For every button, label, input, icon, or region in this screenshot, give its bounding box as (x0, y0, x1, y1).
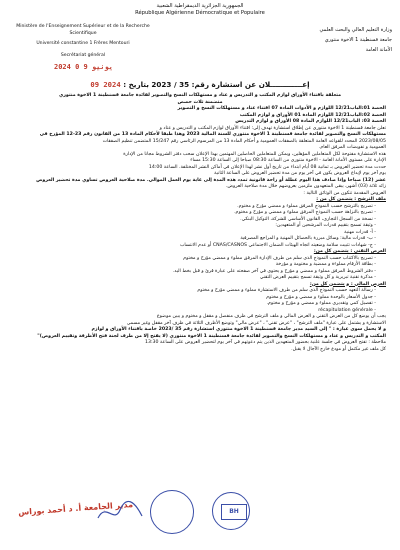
paragraph-5b: الاستشارة و يشتمل على عبارة "ملف الترشح" ، "عرض تقني" ، "عرض مالي" وتوضع الأظرف الثلاثة في ظرف آخر مقفل وغير مسمى (126, 320, 386, 326)
list-item: - تفصيل كمي وتقديري مملوء و ممضي و مؤرخ و مختوم. (266, 301, 376, 306)
paragraph-4: العروض المقدمة تتكون من الوثائق التالية : (303, 190, 386, 196)
technical-list (14, 256, 386, 282)
list-item: - أ- قدرات مهنية (344, 229, 376, 235)
financial-offer-title: العرض المالي : و يتضمن كل من: (309, 281, 386, 287)
title-date-stamp: 2024 09 (90, 80, 121, 89)
paragraph-5d: المكتب و التدريس و عتاد و مستهلكات النسخ والتصوير لفائدة جامعة قسنطينة 1 الاخوة منتوري (لا يفتح إلا من طرف لجنة فتح الأظرفة وتقييم العروض)" (37, 333, 386, 339)
financial-list (14, 288, 386, 314)
list-item: - وثيقة تسمح بتقييم قدرات المرشحين أو المتعهدين: (275, 223, 376, 228)
list-item: - ج- شهادات تثبيت سلامة وضعيته اتجاه الهيئات الضمان الاجتماعي CNAS/CASNOS أو عدم الانتساب (179, 242, 376, 248)
list-item: - ب- قدرات مالية: وسائل مبررة بالحصائل المهنية و المراجع المصرفية (240, 236, 376, 241)
list-item: - دفتر الشروط المرفق مملوء و ممضي و مؤرخ و يحتوي في آخر صفحته على عبارة قرئ و قبل بخط اليد. (172, 268, 376, 274)
note: ملاحظة : تفتح العروض في جلسة علنية بحضور المتعهدين الذين يتم دعوتهم في آخر يوم لتحضير العروض على الساعة 13:30 (145, 340, 386, 345)
subject-line: متعلقة باقتناء الأوراق لوازم المكتب و التدريس و عتاد و مستهلكات النسخ والتصوير لفائدة جامعة قسنطينة 1 الاخوة منتوري (58, 93, 342, 98)
french-institution-block (8, 24, 158, 59)
list-item: - récapitulation générale (318, 307, 376, 313)
paragraph-1d: العمومية و تفويضات المرفق العام. (318, 145, 386, 150)
list-item: - مذكرة تقنية تبريرية و كل وثيقة تسمح بتقييم العرض التقني (259, 275, 376, 280)
date-stamp: 2024 يونيو 9 0 (54, 63, 114, 71)
arabic-institution-block (262, 27, 392, 54)
announcement-title (25, 80, 375, 89)
list-item: - تصريح بالاكتتاب حسب النموذج الذي سلم من طرف الإدارة المرفق مملوء و ممضي مؤرخ و مختوم (183, 255, 376, 261)
document-body (14, 93, 386, 353)
candidature-list (14, 204, 386, 250)
list-item: - جدول الأسعار بالوحدة مملوء و ممضي و مؤرخ و مختوم (266, 294, 376, 300)
title-prefix: إعـــــــــــــلان عن استشارة رقم: 35 (179, 80, 310, 89)
note-2: كل ملف غير مكتمل أو مودع خارج الآجال لا يقبل. (291, 346, 386, 352)
paragraph-2b: الإدارة على مستوى الأمانة العامة - الاخوة منتوري من الساعة 08:30 صباحا إلى الساعة 15:30 مساء (190, 158, 386, 163)
paragraph-3c: زائد ثلاثة (03) أشهر، يبقى المتعهدون ملزمين بعروضهم خلال مدة صلاحية العروض. (225, 184, 386, 189)
university-arabic: جامعة قسنطينة 1 الاخوة منتوري (324, 37, 392, 43)
candidature-title: ملف الترشح : يتضمن كل من : (316, 197, 386, 202)
ministry-french: Ministère de l'Enseignement Supérieur et de la Recherche Scientifique (16, 24, 150, 36)
stamp-mark: BH (221, 504, 247, 520)
paragraph-5a: يجب أن يوضع كل من العرض التقني و العرض المالي و ملف الترشح في ظرف منفصل و مقفل و مختوم و يبين موضوع (156, 314, 386, 319)
list-item: - رسالة التعهد حسب النموذج الذي سلم من طرف الاستشارة مملوء و ممضي مؤرخ و مختوم (197, 288, 376, 293)
handwritten-signature (96, 498, 144, 526)
paragraph-3a: يوم آخر يوم لإيداع العروض يكون في آخر يوم من مدة تحضير العروض على الساعة الثانية (214, 171, 386, 176)
list-item: - بطاقة الأرقام مملوءة و ممضية و مختومة و مؤرخة (275, 262, 376, 267)
secondary-round-stamp (212, 492, 250, 530)
paragraph-1b: مستهلكات النسخ والتصوير لفائدة جامعة قسنطينة 1 الاخوة منتوري للسنة المالية 2023 وهذا طبقا لأحكام المادة 13 من القانون رقم 23-12 المؤرخ في (39, 132, 386, 137)
signature-area (0, 490, 400, 550)
republic-arabic: الجمهورية الجزائرية الديمقراطية الشعبية (156, 3, 244, 9)
lot-1: الحصة 01:الباب12/21 اللوازم و الأدوات المادة 07 اقتناء عتاد و مستهلكات النسخ و التصوير (177, 106, 386, 111)
paragraph-1c: 2023/08/05 المحدد للقواعد العامة المتعلقة بالصفقات العمومية و أحكام المادة 13 من المرسوم الرئاسي رقم 15/247 المتضمن تنظيم الصفقات (102, 138, 386, 144)
list-item: - تصريح بالنزاهة حسب النموذج المرفق مملوء و ممضي و مؤرخ و مختوم. (234, 210, 376, 215)
list-item: - تصريح بالترشح حسب النموذج المرفق مملوء و ممضي مؤرخ و مختوم. (237, 203, 376, 209)
three-lots-line: متضمنة ثلاث حصص (177, 99, 223, 105)
title-year: / 2023 بتاريخ : (123, 80, 177, 89)
secretariat-french: Secrétariat général (60, 52, 106, 58)
paragraph-1a: تعلن جامعة قسنطينة 1 الاخوة منتوري عن إطلاق استشارة تهدف إلى: اقتناء الأوراق لوازم المكتب و التدريس و عتاد و (159, 125, 386, 131)
paragraph-2c: حددت مدة تحضير العروض بـ ثمانية 08 أيام ابتداء من تاريخ أول نشر لهذا الإعلان في أماكن النشر المختلفة. الساعة 14:00 (148, 164, 386, 170)
ministry-arabic: وزارة التعليم العالي والبحث العلمي (319, 27, 392, 33)
paragraph-3b: عشر (12) صباحا وإذا صادف هذا اليوم عطلة أو راحة قانونية تمدد هذه المدة إلى غاية يوم العمل الموالي. مدة صلاحية العروض تساوي مدة تحضير العروض (36, 177, 386, 183)
technical-offer-title: العرض التقني : يتضمن كل من: (313, 249, 386, 254)
paragraph-2a: هذه الاستشارة مفتوحة لكل المتعاملين المؤهلين، ويمكن للمتعاملين الحاصلين المهتمين بهذا الإعلان سحب دفتر الشروط مجانا من الإدارة (123, 151, 386, 157)
republic-french: République Algérienne Démocratique et Populaire (135, 10, 265, 16)
university-french: Université constantine 1 Frères Mentouri (36, 41, 130, 47)
header (110, 3, 290, 17)
university-round-stamp (150, 490, 194, 534)
paragraph-5c: و لا يحمل سوى عبارة : " إلى السيد مدير جامعة قسنطينة 1 الاخوة منتوري استشارة رقم 35 /2023 خاصة باقتناء الأوراق و لوازم (91, 327, 386, 332)
lot-2: الحصة 02:الباب12/21 اللوازم المادة 01 الأوراق و لوازم المكتب (239, 112, 386, 118)
secretariat-arabic: الأمانة العامة (365, 47, 392, 53)
list-item: - نسخة من السجل التجاري، القانون الأساسي للشركة، التوكيل البنكي. (240, 216, 376, 222)
lot-3: الحصة 03: الباب12/21 اللوازم المادة 08 الأوراق و لوازم التدريس (235, 119, 386, 124)
director-signature-text: مدير الجامعة أ. د أحمد بوراس (17, 499, 134, 518)
